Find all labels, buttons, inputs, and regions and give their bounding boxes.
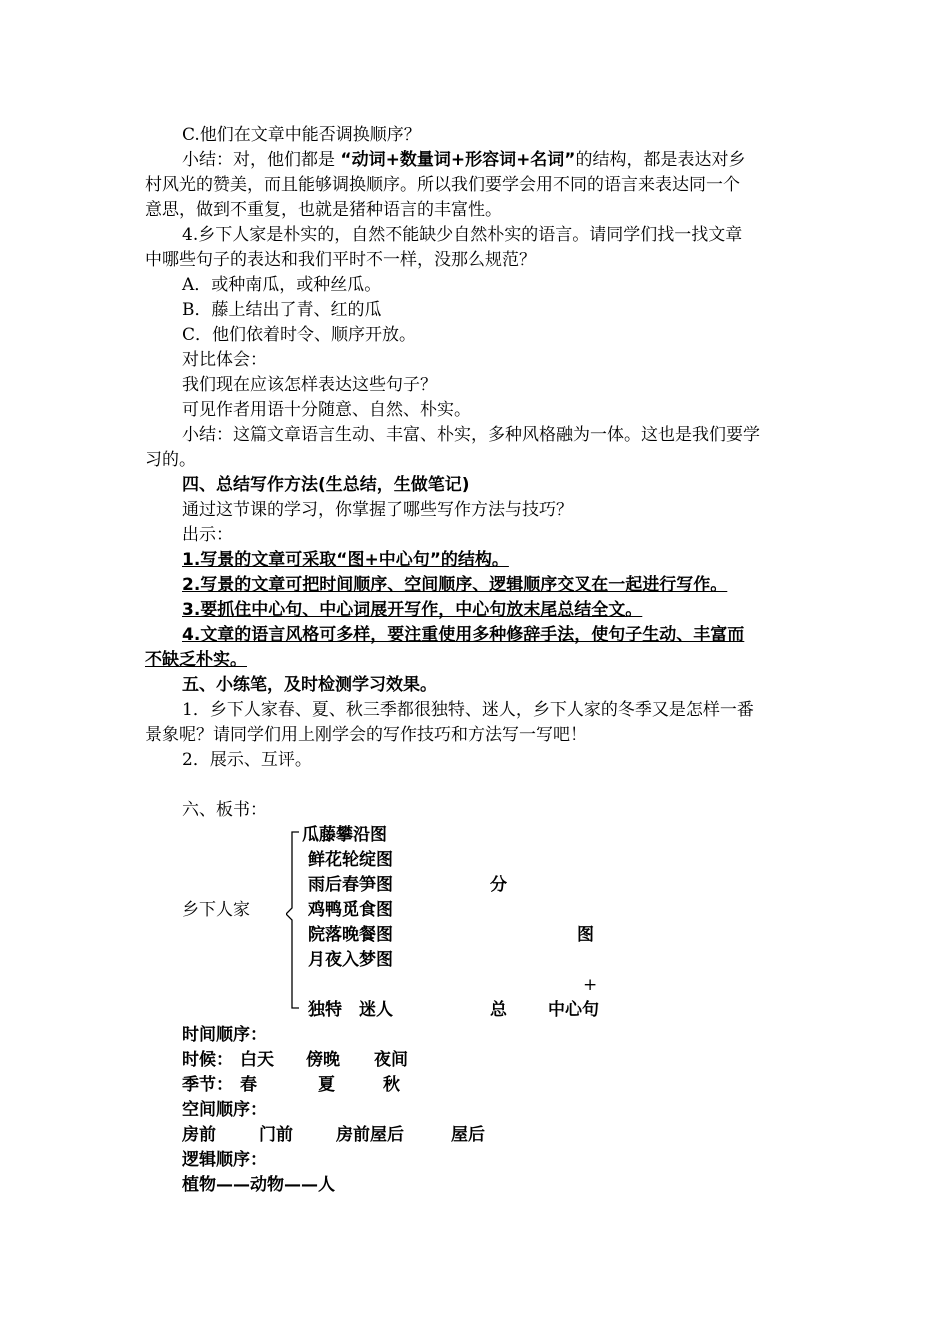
exercise2: 2．展示、互评。 (182, 750, 312, 770)
summary1-line1 (145, 148, 848, 173)
method-point-4-line2: 不缺乏朴实。 (145, 650, 247, 670)
option-b: B．藤上结出了青、红的瓜 (182, 300, 382, 320)
time-day-3: 夜间 (374, 1050, 408, 1070)
season-2: 夏 (318, 1075, 335, 1095)
season-1: 春 (240, 1075, 257, 1095)
compare-heading: 对比体会： (182, 350, 267, 370)
board-center-sentence: 中心句 (548, 1000, 599, 1020)
board-brace (286, 830, 300, 1010)
time-day-2: 傍晚 (306, 1050, 340, 1070)
compare-answer: 可见作者用语十分随意、自然、朴实。 (182, 400, 471, 420)
summary1-mid: 的结构，都是表达对乡 (575, 150, 746, 170)
board-fen: 分 (490, 875, 507, 895)
question4-line2: 中哪些句子的表达和我们平时不一样，没那么规范？ (145, 250, 536, 270)
summary1-prefix: 小结：对，他们都是 (182, 150, 341, 170)
time-order-title: 时间顺序： (182, 1025, 267, 1045)
time-day-label: 时候： (182, 1050, 233, 1070)
logic-order-title: 逻辑顺序： (182, 1150, 267, 1170)
method-point-2: 2.写景的文章可把时间顺序、空间顺序、逻辑顺序交叉在一起进行写作。 (182, 575, 728, 595)
summary2-line1: 小结：这篇文章语言生动、丰富、朴实，多种风格融为一体。这也是我们要学 (182, 425, 760, 445)
board-item-5: 院落晚餐图 (308, 925, 393, 945)
summary1-line2: 村风光的赞美，而且能够调换顺序。所以我们要学会用不同的语言来表达同一个 (145, 175, 740, 195)
section5-title: 五、小练笔，及时检测学习效果。 (182, 675, 437, 695)
exercise1-line1: 1．乡下人家春、夏、秋三季都很独特、迷人，乡下人家的冬季又是怎样一番 (182, 700, 754, 720)
c-question: C.他们在文章中能否调换顺序？ (182, 125, 421, 145)
compare-question: 我们现在应该怎样表达这些句子？ (182, 375, 437, 395)
board-item-2: 鲜花轮绽图 (308, 850, 393, 870)
board-root: 乡下人家 (182, 900, 250, 920)
section4-question: 通过这节课的学习，你掌握了哪些写作方法与技巧？ (182, 500, 573, 520)
space-4: 屋后 (451, 1125, 485, 1145)
season-3: 秋 (383, 1075, 400, 1095)
board-item-4: 鸡鸭觅食图 (308, 900, 393, 920)
board-item-3: 雨后春笋图 (308, 875, 393, 895)
board-item-1: 瓜藤攀沿图 (302, 825, 387, 845)
summary1-line3: 意思，做到不重复，也就是猪种语言的丰富性。 (145, 200, 502, 220)
board-plus: + (583, 975, 598, 995)
time-day-1: 白天 (240, 1050, 274, 1070)
question4-line1: 4.乡下人家是朴实的，自然不能缺少自然朴实的语言。请同学们找一找文章 (182, 225, 743, 245)
space-3: 房前屋后 (336, 1125, 404, 1145)
space-2: 门前 (259, 1125, 293, 1145)
space-order-title: 空间顺序： (182, 1100, 267, 1120)
space-1: 房前 (182, 1125, 216, 1145)
section6-title: 六、板书： (182, 800, 267, 820)
show-label: 出示： (182, 525, 233, 545)
section4-title: 四、总结写作方法(生总结，生做笔记) (182, 475, 470, 495)
board-tu: 图 (577, 925, 594, 945)
season-label: 季节： (182, 1075, 233, 1095)
logic-order-value: 植物——动物——人 (182, 1175, 335, 1195)
option-a: A．或种南瓜，或种丝瓜。 (182, 275, 382, 295)
summary1-formula: “动词+数量词+形容词+名词” (340, 150, 576, 170)
summary2-line2: 习的。 (145, 450, 196, 470)
option-c: C．他们依着时令、顺序开放。 (182, 325, 417, 345)
exercise1-line2: 景象呢？请同学们用上刚学会的写作技巧和方法写一写吧！ (145, 725, 587, 745)
method-point-3: 3.要抓住中心句、中心词展开写作，中心句放末尾总结全文。 (182, 600, 643, 620)
method-point-1: 1.写景的文章可采取“图+中心句”的结构。 (182, 550, 509, 570)
board-zong: 总 (490, 1000, 507, 1020)
board-bottom-left: 独特 迷人 (308, 1000, 393, 1020)
method-point-4-line1: 4.文章的语言风格可多样，要注重使用多种修辞手法，使句子生动、丰富而 (182, 625, 745, 645)
board-item-6: 月夜入梦图 (308, 950, 393, 970)
